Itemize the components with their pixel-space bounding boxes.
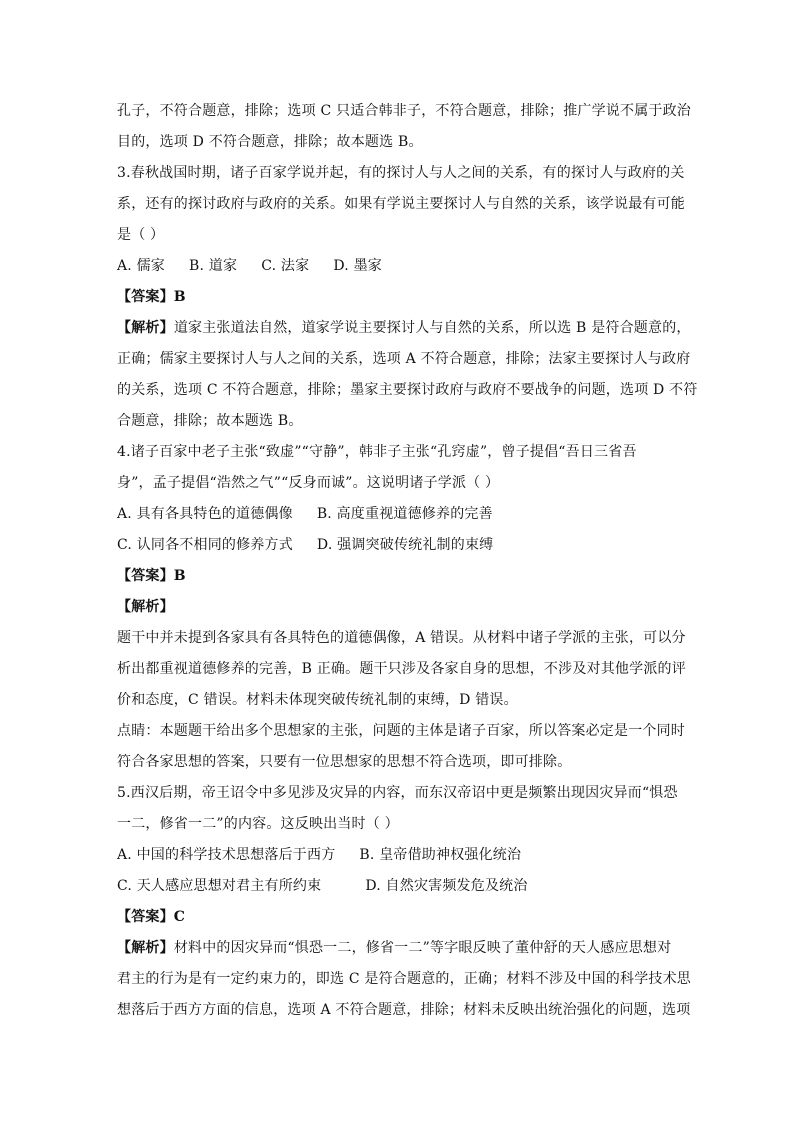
- analysis-tag: 【解析】: [117, 599, 174, 615]
- question-4-stem: 4.诸子百家中老子主张“致虚”“守静”，韩非子主张“孔窍虚”，曾子提倡“吾日三省吾: [117, 444, 637, 460]
- tip-line: 符合各家思想的答案，只要有一位思想家的思想不符合选项，即可排除。: [117, 754, 572, 770]
- option-d: D. 自然灾害频发危及统治: [365, 878, 528, 894]
- text-line: 目的，选项 D 不符合题意，排除；故本题选 B。: [117, 134, 423, 150]
- document-page: [117, 96, 698, 1026]
- question-3-stem: 系，还有的探讨政府与政府的关系。如果有学说主要探讨人与自然的关系，该学说最有可能: [117, 196, 685, 212]
- answer-label: 【答案】B: [117, 289, 186, 305]
- option-c: C. 认同各不相同的修养方式: [117, 537, 293, 553]
- text-line: 价和态度，C 错误。材料未体现突破传统礼制的束缚，D 错误。: [117, 692, 518, 708]
- question-5-options-row2: [117, 871, 679, 902]
- analysis-tag: 【解析】: [117, 320, 174, 336]
- analysis-tag: 【解析】: [117, 940, 174, 956]
- answer-label: 【答案】B: [117, 568, 186, 584]
- option-c: C. 天人感应思想对君主有所约束: [117, 878, 322, 894]
- option-c: C. 法家: [261, 258, 310, 274]
- text-line: 君主的行为是有一定约束力的，即选 C 是符合题意的，正确；材料不涉及中国的科学技术思: [117, 971, 692, 987]
- question-3-stem: 3.春秋战国时期，诸子百家学说并起，有的探讨人与人之间的关系，有的探讨人与政府的关: [117, 165, 685, 181]
- text-line: 题干中并未提到各家具有各具特色的道德偶像，A 错误。从材料中诸子学派的主张，可以分: [117, 630, 686, 646]
- question-5-options-row1: [117, 840, 679, 871]
- text-line: 析出都重视道德修养的完善，B 正确。题干只涉及各家自身的思想，不涉及对其他学派的评: [117, 661, 686, 677]
- question-4-options-row1: [117, 499, 679, 530]
- option-b: B. 皇帝借助神权强化统治: [359, 847, 522, 863]
- text-line: 的关系，选项 C 不符合题意，排除；墨家主要探讨政府与政府不要战争的问题，选项 D 不符: [117, 382, 698, 398]
- analysis-line: [117, 933, 679, 964]
- answer-label: 【答案】C: [117, 909, 186, 925]
- question-3-options: [117, 251, 679, 282]
- text-line: 孔子，不符合题意，排除；选项 C 只适合韩非子，不符合题意，排除；推广学说不属于政治: [117, 103, 692, 119]
- option-a: A. 中国的科学技术思想落后于西方: [117, 847, 336, 863]
- option-a: A. 儒家: [117, 258, 166, 274]
- question-5-stem: 一二，修省一二”的内容。这反映出当时（ ）: [117, 816, 399, 832]
- text-line: 想落后于西方方面的信息，选项 A 不符合题意，排除；材料未反映出统治强化的问题，选项: [117, 1002, 691, 1018]
- analysis-text: 材料中的因灾异而“惧恐一二，修省一二”等字眼反映了董仲舒的天人感应思想对: [173, 940, 672, 956]
- question-5-stem: 5.西汉后期，帝王诏令中多见涉及灾异的内容，而东汉帝诏中更是频繁出现因灾异而“惧恐: [117, 785, 678, 801]
- question-4-options-row2: [117, 530, 679, 561]
- option-a: A. 具有各具特色的道德偶像: [117, 506, 293, 522]
- option-d: D. 墨家: [333, 258, 382, 274]
- question-4-stem: 身”，孟子提倡“浩然之气”“反身而诚”。这说明诸子学派（ ）: [117, 475, 500, 491]
- analysis-text: 道家主张道法自然，道家学说主要探讨人与自然的关系，所以选 B 是符合题意的，: [173, 320, 691, 336]
- option-b: B. 高度重视道德修养的完善: [316, 506, 493, 522]
- text-line: 正确；儒家主要探讨人与人之间的关系，选项 A 不符合题意，排除；法家主要探讨人与政府: [117, 351, 691, 367]
- text-line: 合题意，排除；故本题选 B。: [117, 413, 303, 429]
- analysis-line: [117, 313, 691, 344]
- question-3-stem: 是（ ）: [117, 227, 165, 243]
- tip-line: 点睛：本题题干给出多个思想家的主张，问题的主体是诸子百家，所以答案必定是一个同时: [117, 723, 685, 739]
- option-d: D. 强调突破传统礼制的束缚: [316, 537, 494, 553]
- option-b: B. 道家: [189, 258, 238, 274]
